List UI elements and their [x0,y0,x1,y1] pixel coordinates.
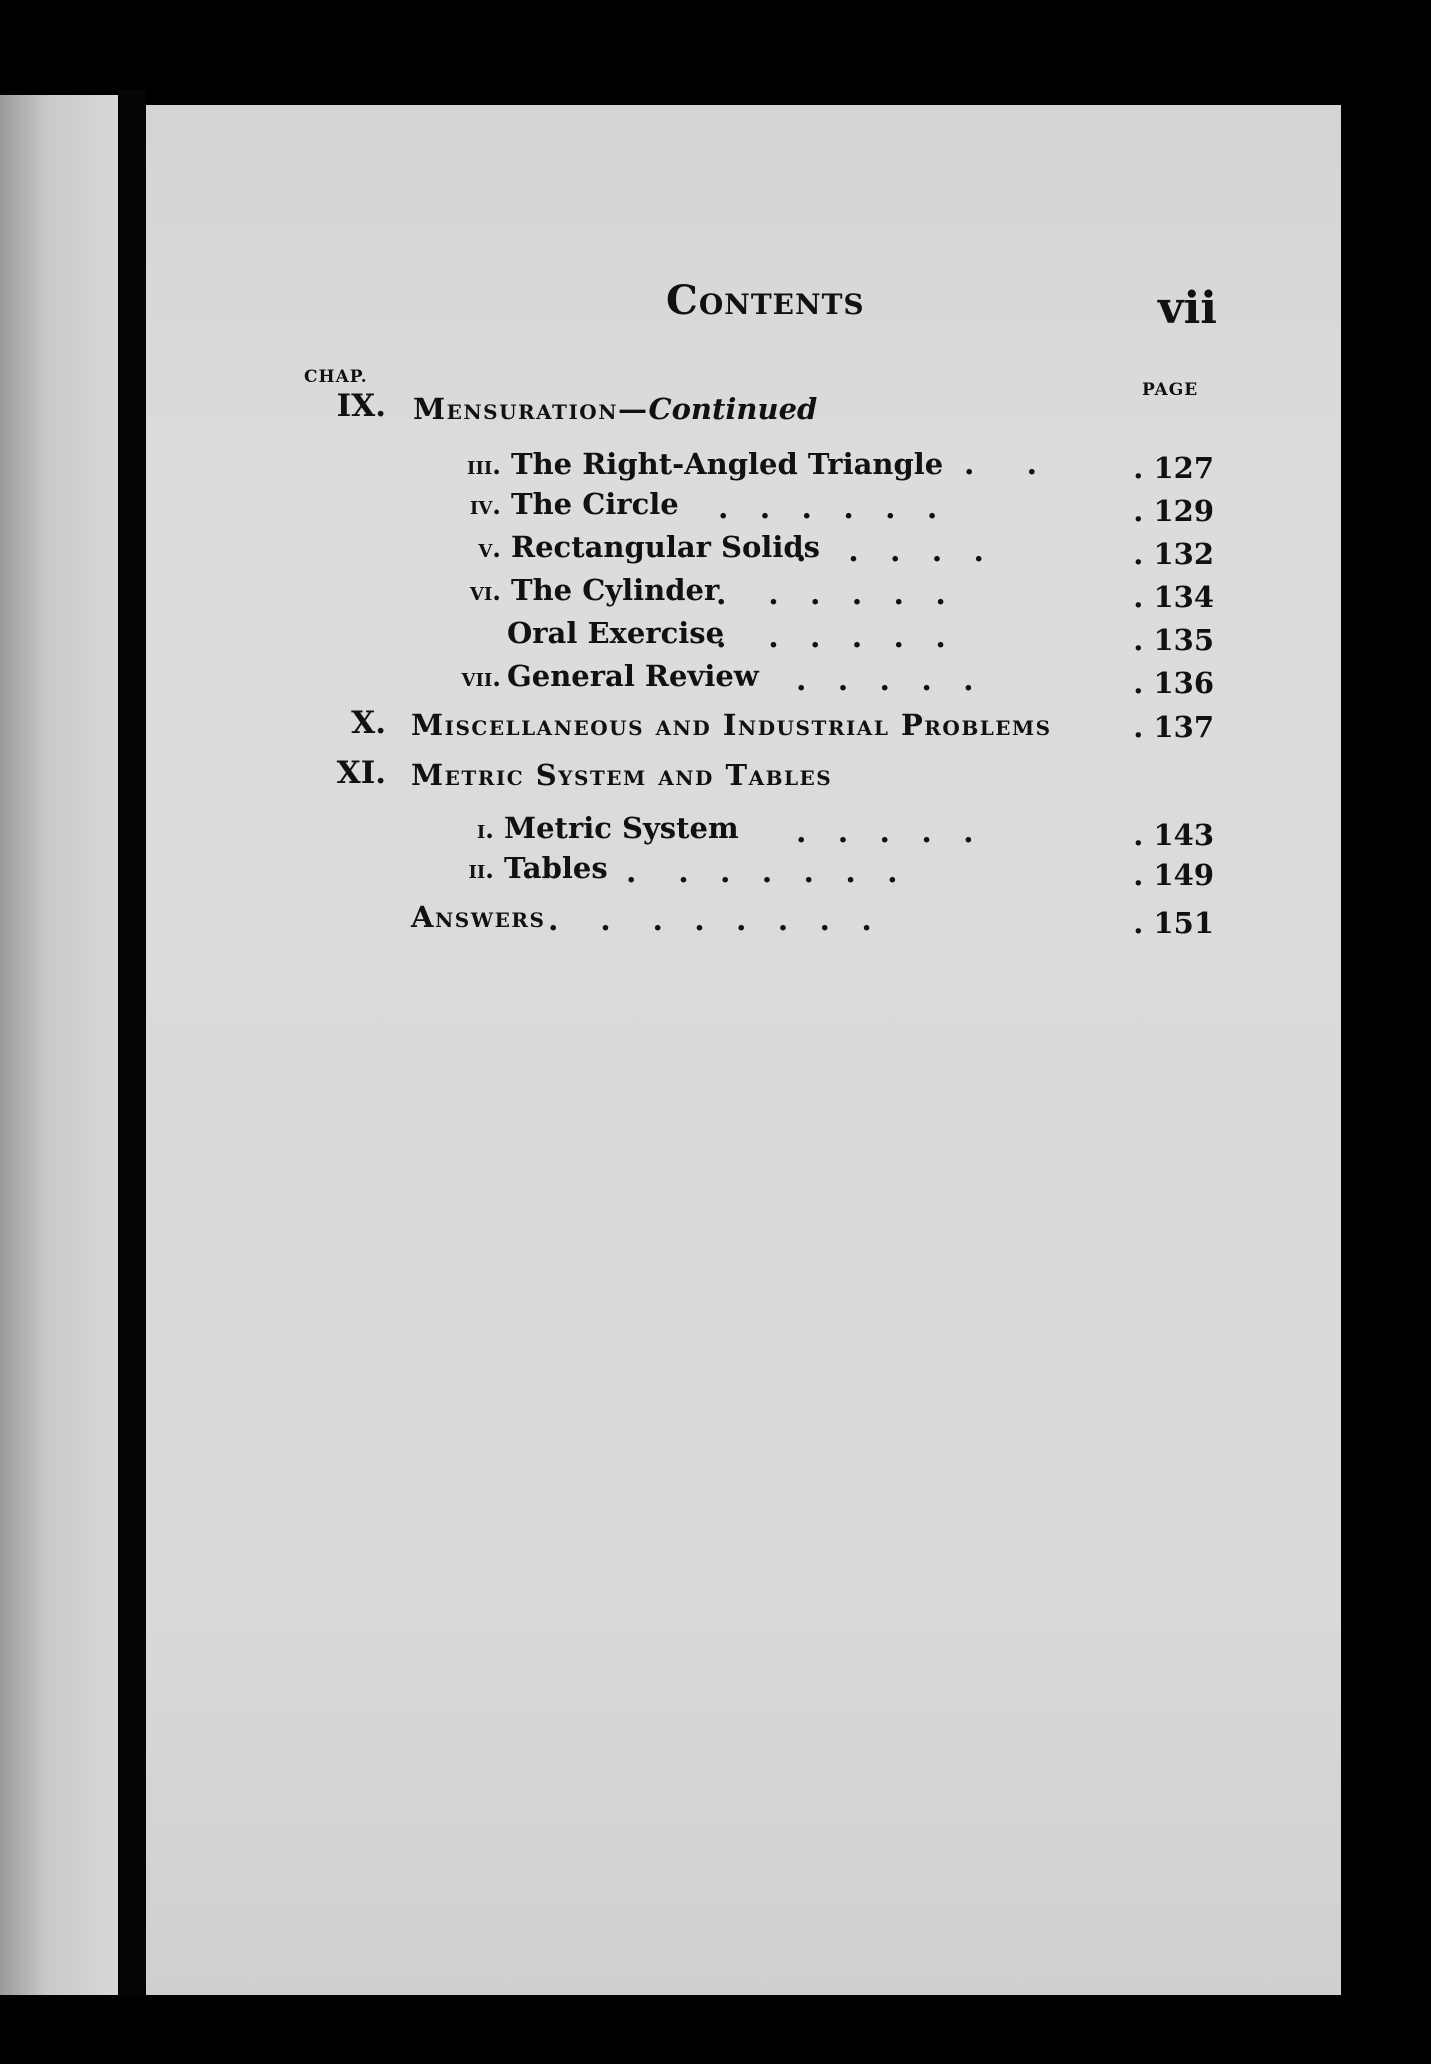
book-gutter [118,90,146,1995]
leader-dots: . . . . . . [718,491,938,526]
answers-title[interactable]: Answers [411,900,546,934]
page-number: . 151 [1133,906,1214,940]
chapter-title-xi: Metric System and Tables [411,758,833,792]
page-number: . 127 [1133,451,1214,485]
page-number: . 143 [1133,818,1214,852]
section-number: iv. [469,491,501,520]
chapter-number-x: X. [351,705,386,741]
chapter-title-x[interactable]: Miscellaneous and Industrial Problems [411,708,1052,742]
section-number: v. [478,534,501,563]
page-number: . 137 [1133,710,1214,744]
leader-dots: . . . . . [796,534,984,569]
section-title: Tables [504,851,608,885]
section-number: i. [476,815,494,844]
section-number: ii. [468,855,494,884]
page-number: . 134 [1133,580,1214,614]
section-title: Metric System [504,811,739,845]
page-column-label: PAGE [1142,380,1199,400]
page-number: . 135 [1133,623,1214,657]
section-number: iii. [467,451,501,480]
section-number: vii. [461,663,501,692]
page-number: . 136 [1133,666,1214,700]
leader-dots: . . [964,447,1038,482]
section-title: The Cylinder [511,573,720,607]
leader-dots: . . . . . . . . [548,903,872,938]
chapter-number-xi: XI. [336,755,386,791]
chap-column-label: CHAP. [304,367,368,387]
chapter-title-ix [413,392,817,426]
chapter-number-ix: IX. [336,388,386,424]
section-title: The Circle [511,487,679,521]
section-number: vi. [469,577,501,606]
leader-dots: . . . . . . [716,577,946,612]
page-title: Contents [666,277,865,324]
book-page [146,105,1341,1995]
section-title: The Right-Angled Triangle [511,447,944,481]
chapter-title-ix-continued: Continued [648,392,818,426]
section-title: Rectangular Solids [511,530,820,564]
leader-dots: . . . . . . [716,620,946,655]
section-title: Oral Exercise [507,616,725,650]
chapter-title-ix-main: Mensuration— [413,392,649,426]
page-number: . 149 [1133,858,1214,892]
leader-dots: . . . . . . . [626,855,898,890]
section-title: General Review [507,659,759,693]
leader-dots: . . . . . [796,663,974,698]
page-number: . 132 [1133,537,1214,571]
facing-page-edge [0,95,118,1995]
page-folio: vii [1158,283,1217,334]
leader-dots: . . . . . [796,815,974,850]
page-number: . 129 [1133,494,1214,528]
